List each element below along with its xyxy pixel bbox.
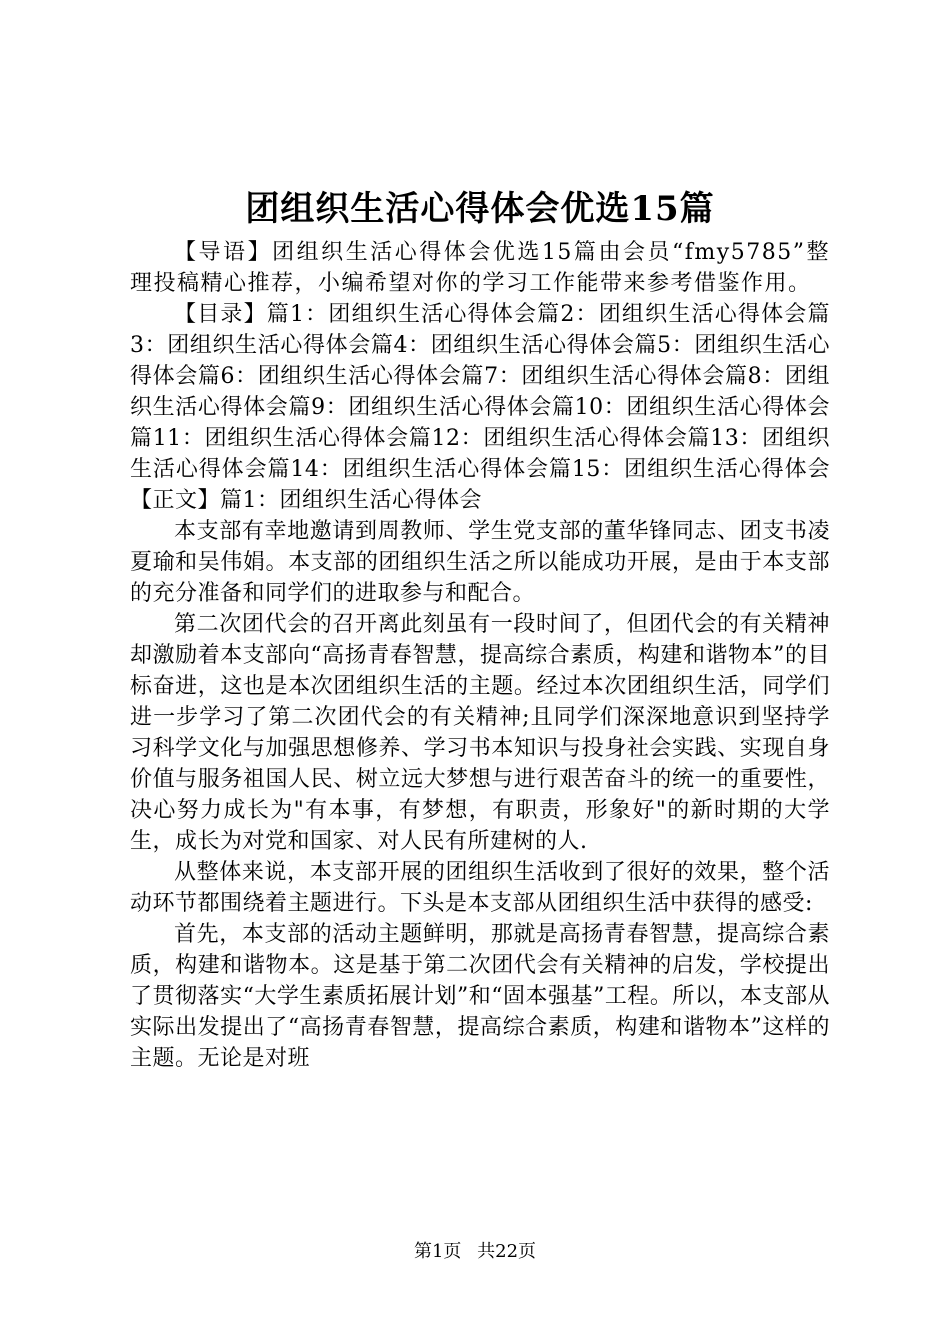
intro-paragraph: 【导语】团组织生活心得体会优选15篇由会员“fmy5785”整理投稿精心推荐，小编希望对你的学习工作能带来参考借鉴作用。	[130, 240, 830, 296]
body-paragraph: 从整体来说，本支部开展的团组织生活收到了很好的效果，整个活动环节都围绕着主题进行。下头是本支部从团组织生活中获得的感受:	[130, 860, 830, 916]
page-number-current: 第1页	[413, 1241, 462, 1262]
page-footer	[0, 1240, 950, 1264]
page-number-total: 共22页	[477, 1241, 537, 1262]
document-title: 团组织生活心得体会优选15篇	[245, 189, 715, 229]
body-paragraph: 本支部有幸地邀请到周教师、学生党支部的董华锋同志、团支书凌夏瑜和吴伟娟。本支部的团组织生活之所以能成功开展，是由于本支部的充分准备和同学们的进取参与和配合。	[130, 519, 830, 606]
toc-paragraph: 【目录】篇1：团组织生活心得体会篇2：团组织生活心得体会篇3：团组织生活心得体会篇4：团组织生活心得体会篇5：团组织生活心得体会篇6：团组织生活心得体会篇7：团组织生活心得体会篇8：团组织生活心得体会篇9：团组织生活心得体会篇10：团组织生活心得体会篇11：团组织生活心得体会篇12：团组织生活心得体会篇13：团组织生活心得体会篇14：团组织生活心得体会篇15：团组织生活心得体会【正文】篇1：团组织生活心得体会	[130, 302, 830, 513]
body-paragraph: 首先，本支部的活动主题鲜明，那就是高扬青春智慧，提高综合素质，构建和谐物本。这是基于第二次团代会有关精神的启发，学校提出了贯彻落实“大学生素质拓展计划”和“固本强基”工程。所以，本支部从实际出发提出了“高扬青春智慧，提高综合素质，构建和谐物本”这样的主题。无论是对班	[130, 922, 830, 1071]
body-paragraph: 第二次团代会的召开离此刻虽有一段时间了，但团代会的有关精神却激励着本支部向“高扬青春智慧，提高综合素质，构建和谐物本”的目标奋进，这也是本次团组织生活的主题。经过本次团组织生活，同学们进一步学习了第二次团代会的有关精神;且同学们深深地意识到坚持学习科学文化与加强思想修养、学习书本知识与投身社会实践、实现自身价值与服务祖国人民、树立远大梦想与进行艰苦奋斗的统一的重要性，决心努力成长为"有本事，有梦想，有职责，形象好"的新时期的大学生，成长为对党和国家、对人民有所建树的人.	[130, 612, 830, 854]
document-body	[130, 237, 830, 1074]
